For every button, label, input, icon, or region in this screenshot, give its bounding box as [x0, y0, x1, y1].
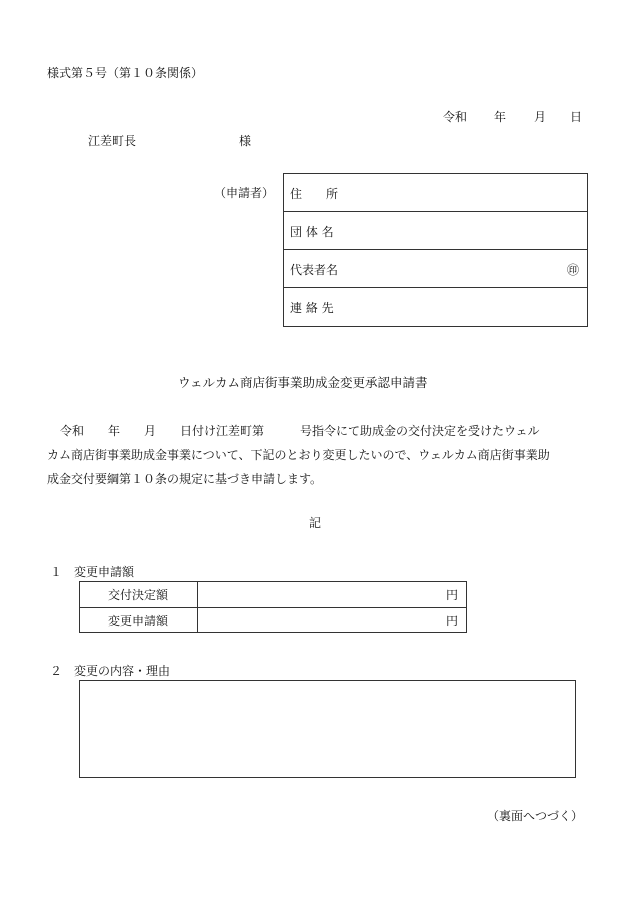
applicant-label: （申請者） [214, 186, 275, 200]
body-line: カム商店街事業助成金事業について、下記のとおり変更したいので、ウェルカム商店街事業助 [47, 448, 550, 462]
section1-number: １ [50, 565, 63, 579]
date-month: 月 [534, 110, 547, 124]
row-divider [284, 287, 587, 288]
change-details-box [79, 680, 576, 778]
contact-label: 連 絡 先 [290, 301, 334, 315]
continued-note: （裏面へつづく） [487, 809, 584, 823]
seal-mark: ㊞ [566, 263, 579, 277]
form-number: 様式第５号（第１０条関係） [47, 66, 204, 80]
section2-number: ２ [50, 664, 63, 678]
requested-amount-label: 変更申請額 [108, 614, 169, 628]
row-divider [284, 211, 587, 212]
requested-amount-unit: 円 [445, 614, 458, 628]
representative-label: 代表者名 [290, 263, 339, 277]
ki-heading: 記 [309, 516, 322, 530]
body-line: 成金交付要綱第１０条の規定に基づき申請します。 [47, 472, 323, 486]
amount-table [79, 581, 467, 633]
addressee-honorific: 様 [239, 134, 252, 148]
addressee-name: 江差町長 [88, 134, 137, 148]
document-title: ウェルカム商店街事業助成金変更承認申請書 [178, 375, 428, 390]
decided-amount-label: 交付決定額 [108, 588, 169, 602]
decided-amount-unit: 円 [445, 588, 458, 602]
section1-heading: 変更申請額 [74, 565, 135, 579]
body-paragraph [60, 419, 590, 443]
group-name-label: 団 体 名 [290, 225, 334, 239]
applicant-table [283, 173, 588, 327]
date-day: 日 [570, 110, 583, 124]
section2-heading: 変更の内容・理由 [74, 664, 171, 678]
date-era: 令和 [443, 110, 468, 124]
date-year: 年 [494, 110, 507, 124]
body-line: 令和 年 月 日付け江差町第 号指令にて助成金の交付決定を受けたウェル [60, 424, 540, 438]
row-divider [284, 249, 587, 250]
body-paragraph-cont [47, 443, 587, 491]
address-label: 住 所 [290, 187, 339, 201]
row-divider [80, 607, 466, 608]
